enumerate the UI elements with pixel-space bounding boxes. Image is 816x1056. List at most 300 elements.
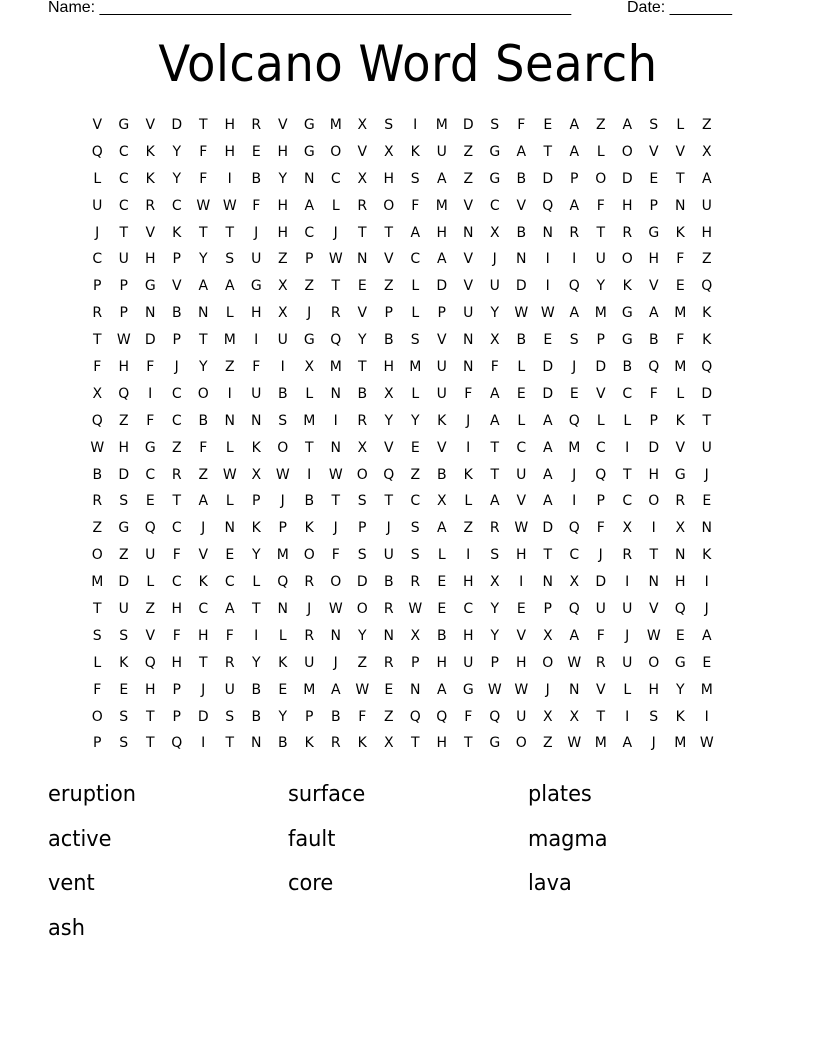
grid-cell: C bbox=[410, 251, 421, 268]
grid-cell: K bbox=[278, 654, 288, 671]
grid-cell: W bbox=[514, 681, 529, 698]
grid-cell: J bbox=[572, 466, 577, 483]
grid-cell: K bbox=[675, 224, 685, 241]
grid-cell: I bbox=[572, 493, 577, 510]
grid-cell: U bbox=[304, 654, 315, 671]
grid-cell: A bbox=[569, 197, 580, 214]
grid-cell: A bbox=[516, 143, 527, 160]
grid-cell: B bbox=[436, 466, 447, 483]
grid-cell: H bbox=[462, 574, 474, 591]
grid-cell: V bbox=[145, 224, 156, 241]
grid-cell: T bbox=[331, 493, 341, 510]
grid-cell: T bbox=[490, 466, 500, 483]
grid-cell: Q bbox=[171, 735, 183, 752]
grid-cell: J bbox=[625, 627, 630, 644]
grid-cell: R bbox=[383, 601, 394, 618]
grid-cell: N bbox=[569, 681, 580, 698]
grid-cell: H bbox=[144, 251, 156, 268]
grid-cell: X bbox=[383, 143, 394, 160]
grid-cell: X bbox=[542, 708, 553, 725]
grid-cell: D bbox=[648, 439, 660, 456]
grid-cell: V bbox=[648, 143, 659, 160]
grid-cell: J bbox=[174, 359, 179, 376]
grid-cell: R bbox=[92, 493, 103, 510]
grid-cell: F bbox=[199, 143, 208, 160]
grid-cell: G bbox=[462, 681, 474, 698]
grid-cell: E bbox=[410, 439, 420, 456]
grid-cell: V bbox=[516, 197, 527, 214]
grid-cell: W bbox=[116, 332, 131, 349]
grid-cell: I bbox=[625, 574, 630, 591]
grid-cell: R bbox=[330, 305, 341, 322]
grid-cell: Z bbox=[304, 278, 315, 295]
grid-cell: I bbox=[625, 708, 630, 725]
grid-cell: Q bbox=[277, 574, 289, 591]
grid-cell: L bbox=[225, 439, 234, 456]
grid-cell: E bbox=[251, 143, 261, 160]
grid-cell: X bbox=[357, 170, 368, 187]
grid-cell: V bbox=[463, 197, 474, 214]
grid-cell: N bbox=[542, 224, 553, 241]
grid-cell: L bbox=[464, 493, 473, 510]
grid-cell: Y bbox=[490, 601, 500, 618]
grid-cell: D bbox=[118, 574, 130, 591]
word-list-item: surface bbox=[288, 782, 366, 807]
grid-cell: C bbox=[171, 520, 182, 537]
grid-cell: R bbox=[410, 574, 421, 591]
grid-cell: P bbox=[172, 681, 181, 698]
grid-cell: Z bbox=[92, 520, 103, 537]
grid-cell: G bbox=[303, 143, 315, 160]
word-list-item: vent bbox=[48, 871, 95, 896]
grid-cell: W bbox=[540, 305, 555, 322]
grid-cell: Q bbox=[701, 278, 713, 295]
word-list-item: magma bbox=[528, 826, 608, 852]
grid-cell: D bbox=[701, 385, 713, 402]
grid-cell: Q bbox=[568, 278, 580, 295]
grid-cell: C bbox=[118, 197, 129, 214]
grid-cell: Y bbox=[278, 708, 288, 725]
grid-cell: N bbox=[675, 197, 686, 214]
grid-cell: H bbox=[648, 681, 660, 698]
grid-cell: Q bbox=[144, 654, 156, 671]
grid-cell: R bbox=[357, 197, 368, 214]
grid-cell: G bbox=[303, 117, 315, 133]
grid-cell: H bbox=[648, 251, 660, 268]
grid-cell: O bbox=[648, 493, 660, 510]
grid-cell: C bbox=[622, 493, 633, 510]
grid-cell: H bbox=[436, 735, 448, 752]
grid-cell: K bbox=[622, 278, 632, 295]
grid-cell: S bbox=[357, 493, 367, 510]
grid-cell: A bbox=[224, 278, 235, 295]
grid-cell: Z bbox=[595, 117, 606, 133]
grid-cell: I bbox=[704, 708, 709, 725]
grid-cell: K bbox=[145, 143, 155, 160]
grid-cell: P bbox=[411, 654, 420, 671]
grid-cell: W bbox=[328, 601, 343, 618]
grid-cell: V bbox=[357, 143, 368, 160]
grid-cell: B bbox=[622, 359, 633, 376]
grid-cell: U bbox=[595, 601, 606, 618]
grid-cell: B bbox=[251, 708, 262, 725]
grid-cell: A bbox=[569, 117, 580, 133]
grid-cell: F bbox=[225, 627, 234, 644]
grid-cell: U bbox=[622, 601, 633, 618]
grid-cell: E bbox=[675, 278, 685, 295]
grid-cell: V bbox=[675, 143, 686, 160]
grid-cell: Q bbox=[568, 412, 580, 429]
grid-cell: T bbox=[119, 224, 129, 241]
grid-cell: S bbox=[119, 735, 129, 752]
grid-cell: N bbox=[277, 601, 288, 618]
grid-cell: O bbox=[330, 574, 342, 591]
grid-cell: N bbox=[357, 251, 368, 268]
grid-cell: R bbox=[383, 654, 394, 671]
grid-cell: W bbox=[514, 520, 529, 537]
grid-cell: Y bbox=[490, 305, 500, 322]
grid-cell: L bbox=[623, 412, 632, 429]
grid-cell: D bbox=[171, 117, 183, 133]
grid-cell: U bbox=[118, 251, 129, 268]
grid-cell: R bbox=[171, 466, 182, 483]
grid-cell: M bbox=[594, 305, 607, 322]
grid-cell: W bbox=[328, 466, 343, 483]
grid-cell: P bbox=[278, 520, 287, 537]
grid-cell: B bbox=[383, 574, 394, 591]
grid-cell: X bbox=[92, 385, 103, 402]
grid-cell: P bbox=[543, 601, 552, 618]
grid-cell: S bbox=[569, 332, 579, 349]
grid-cell: I bbox=[254, 332, 259, 349]
grid-cell: W bbox=[699, 735, 714, 752]
grid-cell: N bbox=[463, 224, 474, 241]
grid-cell: F bbox=[464, 385, 473, 402]
grid-cell: C bbox=[489, 197, 500, 214]
grid-cell: B bbox=[648, 332, 659, 349]
grid-cell: Z bbox=[224, 359, 235, 376]
grid-cell: F bbox=[331, 547, 340, 564]
grid-cell: M bbox=[223, 332, 236, 349]
grid-cell: T bbox=[384, 493, 394, 510]
grid-cell: R bbox=[489, 520, 500, 537]
grid-cell: A bbox=[304, 197, 315, 214]
grid-cell: A bbox=[489, 385, 500, 402]
grid-cell: U bbox=[118, 601, 129, 618]
grid-cell: X bbox=[675, 520, 686, 537]
grid-cell: V bbox=[198, 547, 209, 564]
grid-cell: L bbox=[305, 385, 314, 402]
grid-cell: A bbox=[622, 735, 633, 752]
grid-cell: W bbox=[355, 681, 370, 698]
grid-cell: R bbox=[622, 547, 633, 564]
grid-cell: V bbox=[357, 305, 368, 322]
grid-cell: T bbox=[384, 224, 394, 241]
grid-cell: K bbox=[357, 735, 367, 752]
grid-cell: H bbox=[462, 627, 474, 644]
grid-cell: M bbox=[303, 412, 316, 429]
grid-cell: Q bbox=[542, 197, 554, 214]
grid-cell: X bbox=[489, 574, 500, 591]
grid-cell: P bbox=[437, 305, 446, 322]
grid-cell: X bbox=[357, 117, 368, 133]
grid-cell: O bbox=[277, 439, 289, 456]
grid-cell: S bbox=[649, 117, 659, 133]
grid-cell: U bbox=[436, 385, 447, 402]
grid-cell: W bbox=[90, 439, 105, 456]
word-list-item: active bbox=[48, 826, 112, 852]
word-list-item: fault bbox=[288, 826, 336, 852]
grid-cell: H bbox=[436, 654, 448, 671]
grid-cell: N bbox=[224, 412, 235, 429]
grid-cell: B bbox=[516, 170, 527, 187]
grid-cell: E bbox=[384, 681, 394, 698]
grid-cell: T bbox=[596, 708, 606, 725]
grid-cell: Z bbox=[357, 654, 368, 671]
grid-cell: L bbox=[411, 385, 420, 402]
grid-cell: H bbox=[118, 439, 130, 456]
grid-cell: C bbox=[622, 385, 633, 402]
grid-cell: P bbox=[119, 278, 128, 295]
grid-cell: R bbox=[357, 412, 368, 429]
grid-cell: N bbox=[224, 520, 235, 537]
grid-cell: B bbox=[516, 224, 527, 241]
grid-cell: X bbox=[383, 735, 394, 752]
grid-cell: H bbox=[648, 466, 660, 483]
grid-cell: Y bbox=[357, 332, 367, 349]
grid-cell: X bbox=[569, 708, 580, 725]
grid-cell: C bbox=[410, 493, 421, 510]
grid-cell: K bbox=[437, 412, 447, 429]
grid-cell: X bbox=[251, 466, 262, 483]
grid-cell: W bbox=[487, 681, 502, 698]
grid-cell: L bbox=[596, 412, 605, 429]
grid-cell: C bbox=[171, 385, 182, 402]
grid-cell: N bbox=[330, 627, 341, 644]
grid-cell: E bbox=[516, 601, 526, 618]
grid-cell: J bbox=[466, 412, 471, 429]
grid-cell: S bbox=[410, 547, 420, 564]
grid-cell: V bbox=[383, 251, 394, 268]
grid-cell: O bbox=[621, 251, 633, 268]
grid-cell: U bbox=[701, 439, 712, 456]
grid-cell: B bbox=[251, 170, 262, 187]
grid-cell: X bbox=[357, 439, 368, 456]
name-field-label: Name: _____________________________________________________ bbox=[48, 0, 572, 16]
grid-cell: Y bbox=[357, 627, 367, 644]
grid-cell: R bbox=[224, 654, 235, 671]
grid-cell: F bbox=[676, 332, 685, 349]
grid-cell: F bbox=[146, 359, 155, 376]
grid-cell: A bbox=[436, 170, 447, 187]
grid-cell: M bbox=[700, 681, 713, 698]
grid-cell: R bbox=[145, 197, 156, 214]
grid-cell: X bbox=[277, 278, 288, 295]
grid-cell: N bbox=[304, 170, 315, 187]
grid-cell: L bbox=[252, 574, 261, 591]
grid-cell: E bbox=[357, 278, 367, 295]
grid-cell: A bbox=[436, 251, 447, 268]
grid-cell: F bbox=[199, 439, 208, 456]
grid-cell: H bbox=[515, 654, 527, 671]
grid-cell: R bbox=[675, 493, 686, 510]
grid-cell: Y bbox=[490, 627, 500, 644]
grid-cell: R bbox=[569, 224, 580, 241]
grid-cell: E bbox=[543, 332, 553, 349]
grid-cell: P bbox=[384, 305, 393, 322]
grid-cell: N bbox=[383, 627, 394, 644]
grid-cell: A bbox=[489, 493, 500, 510]
grid-cell: A bbox=[542, 412, 553, 429]
grid-cell: H bbox=[436, 224, 448, 241]
word-list-item: plates bbox=[528, 782, 592, 807]
grid-cell: Z bbox=[171, 439, 182, 456]
grid-cell: U bbox=[436, 143, 447, 160]
grid-cell: Y bbox=[596, 278, 606, 295]
grid-cell: S bbox=[384, 117, 394, 133]
grid-cell: Q bbox=[568, 601, 580, 618]
grid-cell: E bbox=[675, 627, 685, 644]
grid-cell: S bbox=[225, 251, 235, 268]
grid-cell: X bbox=[489, 332, 500, 349]
grid-cell: A bbox=[542, 439, 553, 456]
grid-cell: S bbox=[649, 708, 659, 725]
grid-cell: D bbox=[197, 708, 209, 725]
grid-cell: T bbox=[410, 735, 420, 752]
grid-cell: W bbox=[222, 197, 237, 214]
grid-cell: T bbox=[543, 547, 553, 564]
grid-cell: E bbox=[649, 170, 659, 187]
grid-cell: G bbox=[489, 735, 501, 752]
grid-cell: A bbox=[569, 627, 580, 644]
grid-cell: H bbox=[277, 143, 289, 160]
grid-cell: O bbox=[356, 466, 368, 483]
grid-cell: Z bbox=[701, 117, 712, 133]
grid-cell: B bbox=[436, 627, 447, 644]
grid-cell: Q bbox=[91, 143, 103, 160]
grid-cell: D bbox=[542, 520, 554, 537]
grid-cell: Y bbox=[278, 170, 288, 187]
grid-cell: D bbox=[595, 359, 607, 376]
grid-cell: Y bbox=[410, 412, 420, 429]
grid-cell: B bbox=[330, 708, 341, 725]
grid-cell: D bbox=[542, 359, 554, 376]
grid-cell: K bbox=[251, 520, 261, 537]
grid-cell: G bbox=[674, 466, 686, 483]
grid-cell: X bbox=[622, 520, 633, 537]
grid-cell: P bbox=[570, 170, 579, 187]
grid-cell: M bbox=[329, 117, 342, 133]
grid-cell: T bbox=[702, 412, 712, 429]
grid-cell: F bbox=[252, 359, 261, 376]
grid-cell: G bbox=[489, 170, 501, 187]
grid-cell: U bbox=[277, 332, 288, 349]
grid-cell: I bbox=[413, 117, 418, 133]
grid-cell: O bbox=[91, 547, 103, 564]
grid-cell: E bbox=[437, 574, 447, 591]
grid-cell: C bbox=[92, 251, 103, 268]
grid-cell: W bbox=[196, 197, 211, 214]
grid-cell: Y bbox=[251, 654, 261, 671]
grid-cell: U bbox=[383, 547, 394, 564]
grid-cell: M bbox=[409, 359, 422, 376]
grid-cell: Z bbox=[383, 278, 394, 295]
grid-cell: O bbox=[197, 385, 209, 402]
grid-cell: O bbox=[91, 708, 103, 725]
grid-cell: A bbox=[648, 305, 659, 322]
grid-cell: D bbox=[144, 332, 156, 349]
grid-cell: L bbox=[623, 681, 632, 698]
grid-cell: K bbox=[304, 520, 314, 537]
grid-cell: L bbox=[596, 143, 605, 160]
grid-cell: A bbox=[701, 627, 712, 644]
grid-cell: W bbox=[328, 251, 343, 268]
grid-cell: J bbox=[704, 466, 709, 483]
grid-cell: T bbox=[596, 224, 606, 241]
grid-cell: N bbox=[542, 574, 553, 591]
grid-cell: Q bbox=[489, 708, 501, 725]
grid-cell: Q bbox=[674, 601, 686, 618]
grid-cell: K bbox=[304, 735, 314, 752]
grid-cell: E bbox=[516, 385, 526, 402]
grid-cell: Y bbox=[675, 681, 685, 698]
grid-cell: T bbox=[145, 735, 155, 752]
grid-cell: L bbox=[146, 574, 155, 591]
grid-cell: I bbox=[307, 466, 312, 483]
grid-cell: M bbox=[303, 681, 316, 698]
grid-cell: A bbox=[410, 224, 421, 241]
grid-cell: X bbox=[436, 493, 447, 510]
grid-cell: O bbox=[648, 654, 660, 671]
grid-cell: T bbox=[225, 224, 235, 241]
grid-cell: C bbox=[330, 170, 341, 187]
grid-cell: B bbox=[171, 305, 182, 322]
grid-cell: U bbox=[145, 547, 156, 564]
grid-cell: L bbox=[411, 278, 420, 295]
grid-cell: L bbox=[517, 412, 526, 429]
grid-cell: H bbox=[118, 359, 130, 376]
grid-cell: X bbox=[410, 627, 421, 644]
grid-cell: S bbox=[410, 170, 420, 187]
grid-cell: O bbox=[595, 170, 607, 187]
grid-cell: H bbox=[621, 197, 633, 214]
grid-cell: T bbox=[490, 439, 500, 456]
grid-cell: U bbox=[516, 708, 527, 725]
word-list-item: lava bbox=[528, 871, 572, 896]
grid-cell: D bbox=[542, 385, 554, 402]
grid-cell: P bbox=[93, 278, 102, 295]
grid-cell: A bbox=[436, 520, 447, 537]
grid-cell: P bbox=[490, 654, 499, 671]
grid-cell: X bbox=[542, 627, 553, 644]
grid-cell: S bbox=[119, 708, 129, 725]
grid-cell: J bbox=[201, 520, 206, 537]
grid-cell: Y bbox=[384, 412, 394, 429]
grid-cell: P bbox=[93, 735, 102, 752]
grid-cell: J bbox=[492, 251, 497, 268]
grid-cell: F bbox=[199, 170, 208, 187]
grid-cell: J bbox=[651, 735, 656, 752]
grid-cell: J bbox=[598, 547, 603, 564]
word-search-grid bbox=[84, 112, 720, 757]
grid-cell: W bbox=[408, 601, 423, 618]
grid-cell: H bbox=[701, 224, 713, 241]
grid-cell: U bbox=[595, 251, 606, 268]
grid-cell: F bbox=[358, 708, 367, 725]
grid-cell: Y bbox=[198, 359, 208, 376]
grid-cell: Z bbox=[118, 412, 129, 429]
grid-cell: Z bbox=[198, 466, 209, 483]
